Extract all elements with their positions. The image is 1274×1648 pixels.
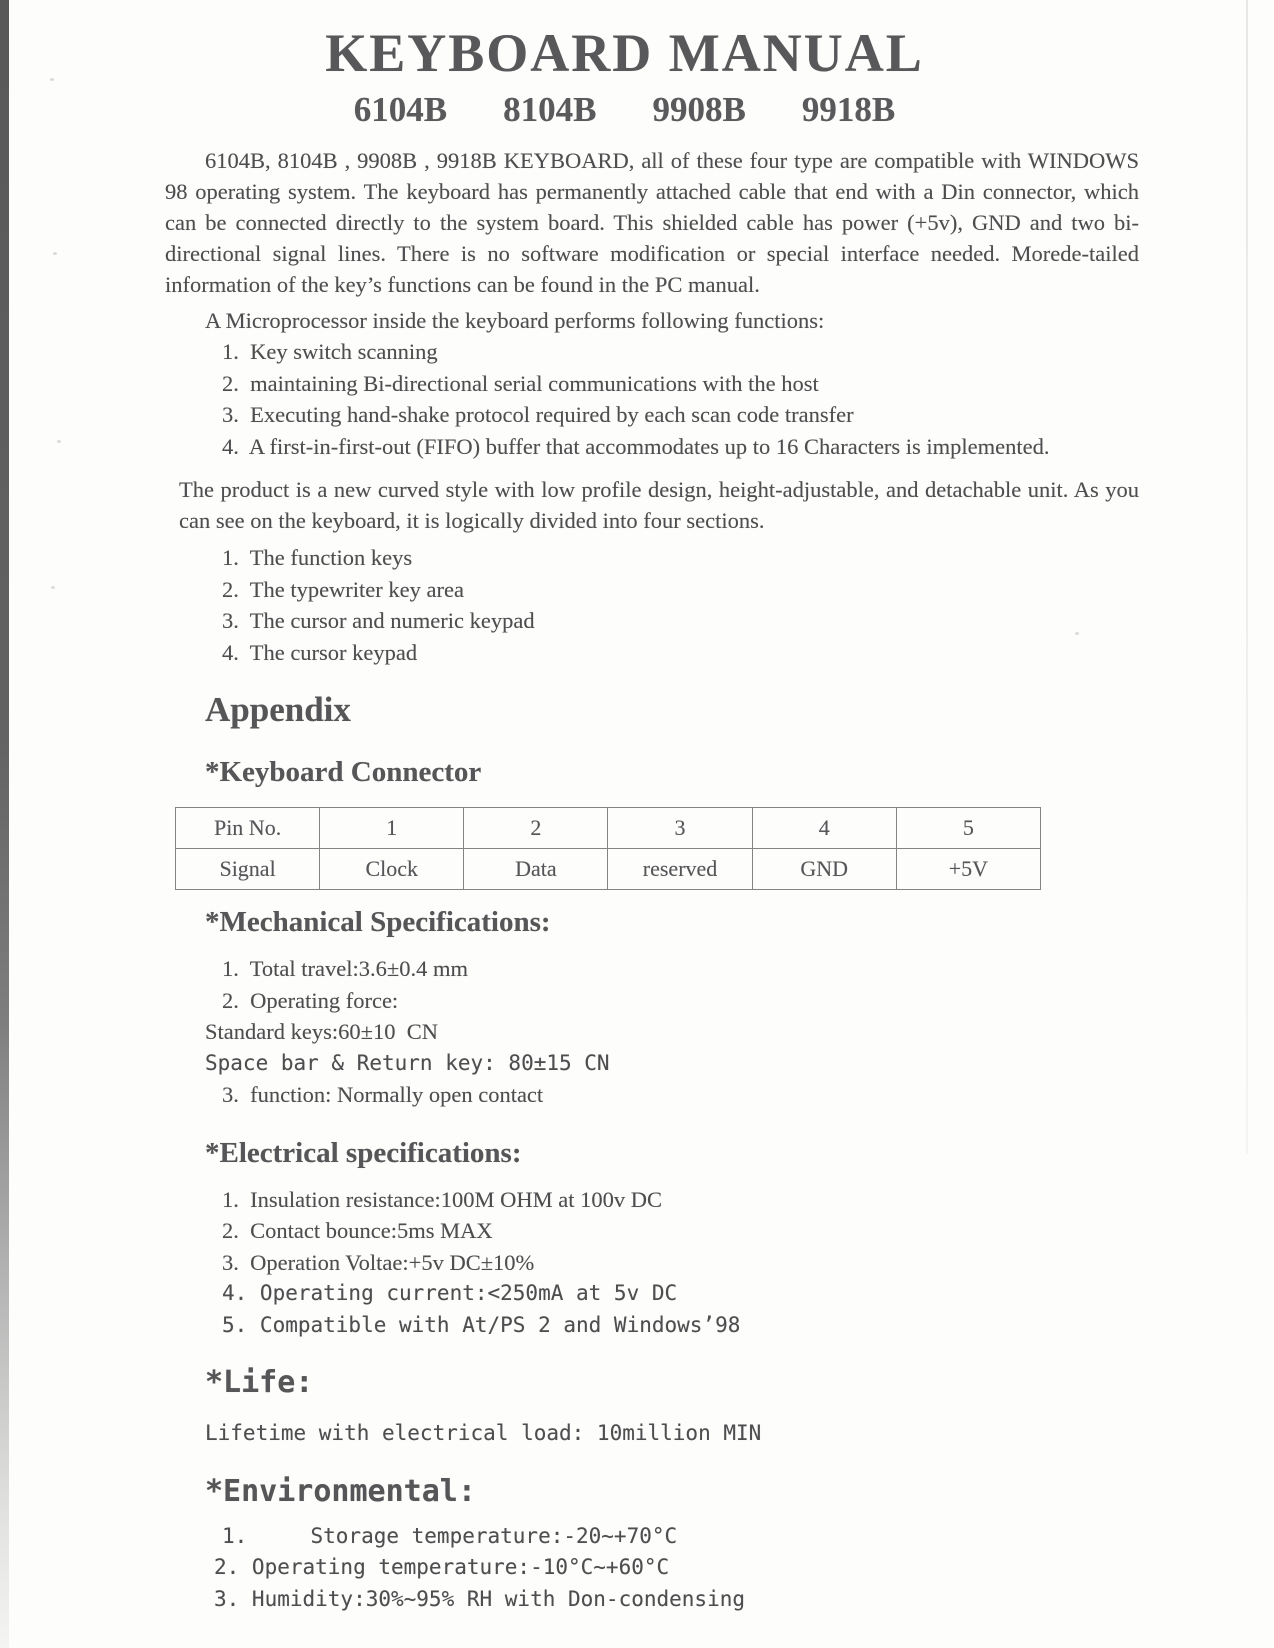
environmental-list (214, 1521, 1139, 1616)
mechanical-specs-heading: *Mechanical Specifications: (205, 906, 551, 939)
table-cell: 1 (320, 808, 464, 849)
table-cell: GND (752, 849, 896, 890)
model-number: 6104B (353, 90, 448, 130)
list-item: 3. function: Normally open contact (222, 1082, 544, 1108)
scan-speck (53, 252, 57, 255)
table-cell: 2 (464, 808, 608, 849)
list-item: 2. maintaining Bi-directional serial communications with the host (222, 370, 819, 396)
microprocessor-heading: A Microprocessor inside the keyboard performs following functions: (205, 308, 825, 334)
connector-pin-table (175, 807, 1041, 890)
list-item: 4. A first-in-first-out (FIFO) buffer that accommodates up to 16 Characters is implemented. (222, 433, 1050, 459)
list-item: 1. Key switch scanning (222, 339, 438, 365)
table-row-pins (176, 808, 1041, 849)
product-paragraph: The product is a new curved style with low profile design, height-adjustable, and detachable unit. As you can see on the keyboard, it is logically divided into four sections. (179, 477, 1139, 534)
page-title: KEYBOARD MANUAL (325, 23, 924, 83)
list-item: 3. Executing hand-shake protocol required by each scan code transfer (222, 402, 854, 428)
mechanical-item-3 (222, 1079, 1139, 1111)
list-item: 4. Operating current:<250mA at 5v DC (222, 1281, 678, 1306)
environmental-heading: *Environmental: (205, 1473, 476, 1509)
electrical-specs-heading: *Electrical specifications: (205, 1136, 522, 1169)
list-item: 1. Storage temperature:-20~+70°C (222, 1523, 678, 1548)
model-number: 9918B (801, 90, 896, 130)
list-item: 2. The typewriter key area (222, 576, 464, 602)
table-cell: reserved (608, 849, 752, 890)
list-item: 2. Contact bounce:5ms MAX (222, 1218, 493, 1244)
scan-speck (1075, 632, 1079, 635)
mechanical-specs-list (222, 953, 1139, 1016)
table-cell: Data (464, 849, 608, 890)
table-cell: 3 (608, 808, 752, 849)
appendix-heading: Appendix (205, 690, 351, 730)
table-cell: 5 (896, 808, 1040, 849)
list-item: 4. The cursor keypad (222, 639, 418, 665)
table-cell: Clock (320, 849, 464, 890)
list-item: 5. Compatible with At/PS 2 and Windows’98 (222, 1312, 741, 1337)
scan-edge-left (0, 0, 9, 1648)
keyboard-sections-list (222, 542, 1139, 668)
model-numbers (165, 90, 1084, 130)
table-cell: 4 (752, 808, 896, 849)
scan-speck (57, 440, 61, 443)
list-item: 3. The cursor and numeric keypad (222, 608, 535, 634)
standard-keys-line: Standard keys:60±10 CN (205, 1019, 438, 1045)
list-item: 3. Operation Voltae:+5v DC±10% (222, 1249, 535, 1275)
list-item: 1. Total travel:3.6±0.4 mm (222, 956, 468, 982)
list-item: 2. Operating force: (222, 987, 399, 1013)
intro-paragraph: 6104B, 8104B , 9908B , 9918B KEYBOARD, all of these four type are compatible with WINDOWS 98 operating system. The keyboard has permanently attached cable that end with a Din connector, which can be connected directly to the system board. This shielded cable has power (+5v), GND and two bi-directional signal lines. There is no software modification or special interface needed. Morede-tailed information of the key’s functions can be found in the PC manual. (165, 148, 1139, 298)
scan-edge-right (1246, 0, 1248, 1154)
model-number: 9908B (652, 90, 746, 130)
table-cell: +5V (896, 849, 1040, 890)
microprocessor-function-list (222, 336, 1139, 462)
scan-speck (50, 78, 54, 81)
space-bar-line: Space bar & Return key: 80±15 CN (205, 1050, 610, 1075)
table-cell: Signal (176, 849, 320, 890)
list-item: 3. Humidity:30%~95% RH with Don-condensing (214, 1586, 746, 1611)
list-item: 2. Operating temperature:-10°C~+60°C (214, 1555, 670, 1580)
table-row-signals (176, 849, 1041, 890)
model-number: 8104B (503, 90, 597, 130)
scan-speck (51, 586, 55, 589)
table-cell: Pin No. (176, 808, 320, 849)
life-line: Lifetime with electrical load: 10million MIN (205, 1421, 762, 1446)
life-heading: *Life: (205, 1365, 314, 1401)
list-item: 1. The function keys (222, 545, 413, 571)
electrical-specs-list (222, 1184, 1139, 1342)
keyboard-connector-heading: *Keyboard Connector (205, 756, 482, 789)
list-item: 1. Insulation resistance:100M OHM at 100v DC (222, 1186, 662, 1212)
